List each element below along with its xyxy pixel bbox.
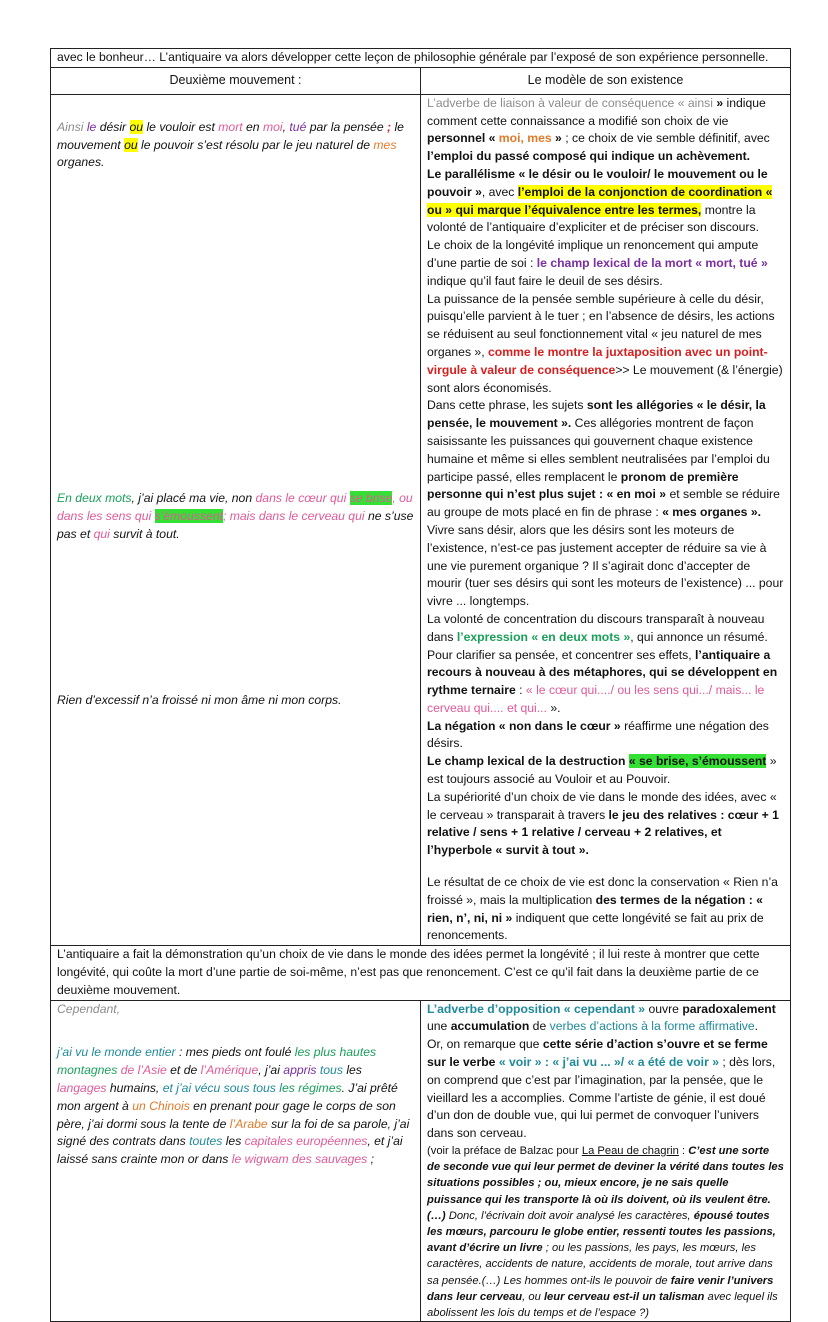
analysis-voir: Or, on remarque que cette série d’action s’ouvre et se ferme sur le verbe « voir » : « j’ai vu ... »/ « a été de voir » ; dès lors, on comprend que c’est par l’imagination, par la pensée, que le vieillard les a accomplies. Comme l’artiste de génie, il est doué d’un don de double vue, qui lui permet de convoquer l’univers dans son cerveau.	[427, 1037, 776, 1141]
analysis-allegories: Dans cette phrase, les sujets sont les allégories « le désir, la pensée, le mouvement ». Ces allégories montrent de façon saisissante les puissances qui gouvernent chaque existence humaine et même si elles semblent neutralisées par l’emploi du participe passé, elles remplacent le pronom de première personne qui n’est plus sujet : « en moi » et semble se réduire au groupe de mots placé en fin de phrase : « mes organes ».	[427, 398, 780, 520]
analysis-longevite: Le choix de la longévité implique un renoncement qui ampute d’une partie de soi : le champ lexical de la mort « mort, tué » indique qu’il faut faire le deuil de ses désirs.	[427, 238, 768, 288]
analysis-concentration: La volonté de concentration du discours transparaît à nouveau dans l’expression « en deux mots », qui annonce un résumé.	[427, 611, 768, 644]
quote-ainsi: Ainsi le désir ou le vouloir est mort en moi, tué par la pensée ; le mouvement ou le pouvoir s’est résolu par le jeu naturel de mes organes.	[57, 119, 404, 170]
analysis-column-part1	[421, 94, 791, 945]
analysis-resultat: Le résultat de ce choix de vie est donc la conservation « Rien n’a froissé », mais la multiplication des termes de la négation : « rien, n’, ni, ni » indiquent que cette longévité se fait au prix de renoncements.	[427, 875, 778, 943]
analysis-cependant: L’adverbe d’opposition « cependant » ouvre paradoxalement une accumulation de verbes d’actions à la forme affirmative.	[427, 1001, 776, 1034]
intro-cell	[51, 49, 791, 68]
quote-jai-vu-le-monde: j’ai vu le monde entier : mes pieds ont foulé les plus hautes montagnes de l’Asie et de l’Amérique, j’ai appris tous les langages humains, et j’ai vécu sous tous les régimes. J’ai prêté mon argent à un Chinois en prenant pour gage le corps de son père, j’ai dormi sous la tente de l’Arabe sur la foi de sa parole, j’ai signé des contrats dans toutes les capitales européennes, et j’ai laissé sans crainte mon or dans le wigwam des sauvages ;	[57, 1045, 410, 1167]
analysis-column-part2	[421, 1000, 791, 1322]
analysis-superiorite: La supériorité d’un choix de vie dans le monde des idées, avec « le cerveau » transparait à travers le jeu des relatives : cœur + 1 relative / sens + 1 relative / cerveau + 2 relatives, et l’hyperbole « survit à tout ».	[427, 789, 779, 858]
analysis-ainsi: L’adverbe de liaison à valeur de conséquence « ainsi » indique comment cette connaissance a modifié son choix de vie personnel « moi, mes » ; ce choix de vie semble définitif, avec l’emploi du passé composé qui indique un achèvement.	[427, 95, 770, 164]
quotes-column-part2	[51, 1000, 421, 1322]
balzac-preface-citation: (voir la préface de Balzac pour La Peau de chagrin : C’est une sorte de seconde vue qui leur permet de deviner la vérité dans toutes les situations possibles ; ou, mieux encore, je ne sais quelle puissance qui les transporte là où ils doivent, où ils veulent être. (…) Donc, l’écrivain doit avoir analysé les caractères, épousé toutes les mœurs, parcouru le globe entier, ressenti toutes les passions, avant d’écrire un livre ; ou les passions, les pays, les mœurs, les caractères, accidents de nature, accidents de morale, tout arrive dans sa pensée.(…) Les hommes ont-ils le pouvoir de faire venir l’univers dans leur cerveau, ou leur cerveau est-il un talisman avec lequel ils abolissent les lois du temps et de l’espace ?)	[427, 1145, 784, 1320]
column-header-right: Le modèle de son existence	[421, 67, 791, 94]
quote-cependant: Cependant,	[57, 1001, 121, 1016]
column-header-left: Deuxième mouvement :	[51, 67, 421, 94]
commentary-table	[50, 48, 791, 1322]
quote-en-deux-mots: En deux mots, j’ai placé ma vie, non dans le cœur qui se brise, ou dans les sens qui s’émoussent; mais dans le cerveau qui ne s’use pas et qui survit à tout.	[57, 491, 414, 541]
analysis-metaphores: Pour clarifier sa pensée, et concentrer ses effets, l’antiquaire a recours à nouveau à des métaphores, qui se développent en rythme ternaire : « le cœur qui..../ ou les sens qui.../ mais... le cerveau qui.... et qui... ».	[427, 647, 778, 715]
intro-text: avec le bonheur… L’antiquaire va alors développer cette leçon de philosophie générale par l’exposé de son expérience personnelle.	[57, 50, 769, 64]
transition-cell	[51, 946, 791, 1000]
quotes-column-part1	[51, 94, 421, 945]
analysis-negation: La négation « non dans le cœur » réaffirme une négation des désirs.	[427, 718, 769, 751]
analysis-destruction: Le champ lexical de la destruction « se brise, s’émoussent » est toujours associé au Vouloir et au Pouvoir.	[427, 754, 777, 787]
transition-text: L’antiquaire a fait la démonstration qu’un choix de vie dans le monde des idées permet la longévité ; il lui reste à montrer que cette longévité, qui coûte la mort d’une partie de soi-même, n’est pas que renoncement. C’est ce qu’il fait dans la deuxième partie de ce deuxième mouvement.	[57, 947, 760, 997]
analysis-vivre-sans-desir: Vivre sans désir, alors que les désirs sont les moteurs de l’existence, n’est-ce pas justement accepter de réduire sa vie à une vie purement organique ? Il s’agirait donc d’accepter de mourir (tuer ses désirs qui sont les moteurs de l’existence) ... pour vivre ... longtemps.	[427, 522, 784, 609]
analysis-puissance: La puissance de la pensée semble supérieure à celle du désir, puisqu’elle parvient à le tuer ; en l’absence de désirs, les actions se réduisent au seul fonctionnement vital « jeu naturel de mes organes », comme le montre la juxtaposition avec un point-virgule à valeur de conséquence>> Le mouvement (& l’énergie) sont alors économisés.	[427, 291, 783, 395]
analysis-parallelisme: Le parallélisme « le désir ou le vouloir/ le mouvement ou le pouvoir », avec l’emploi de la conjonction de coordination « ou » qui marque l’équivalence entre les termes, montre la volonté de l’antiquaire d’expliciter et de préciser son discours.	[427, 166, 773, 235]
quote-rien-dexcessif: Rien d’excessif n’a froissé ni mon âme ni mon corps.	[57, 692, 342, 707]
